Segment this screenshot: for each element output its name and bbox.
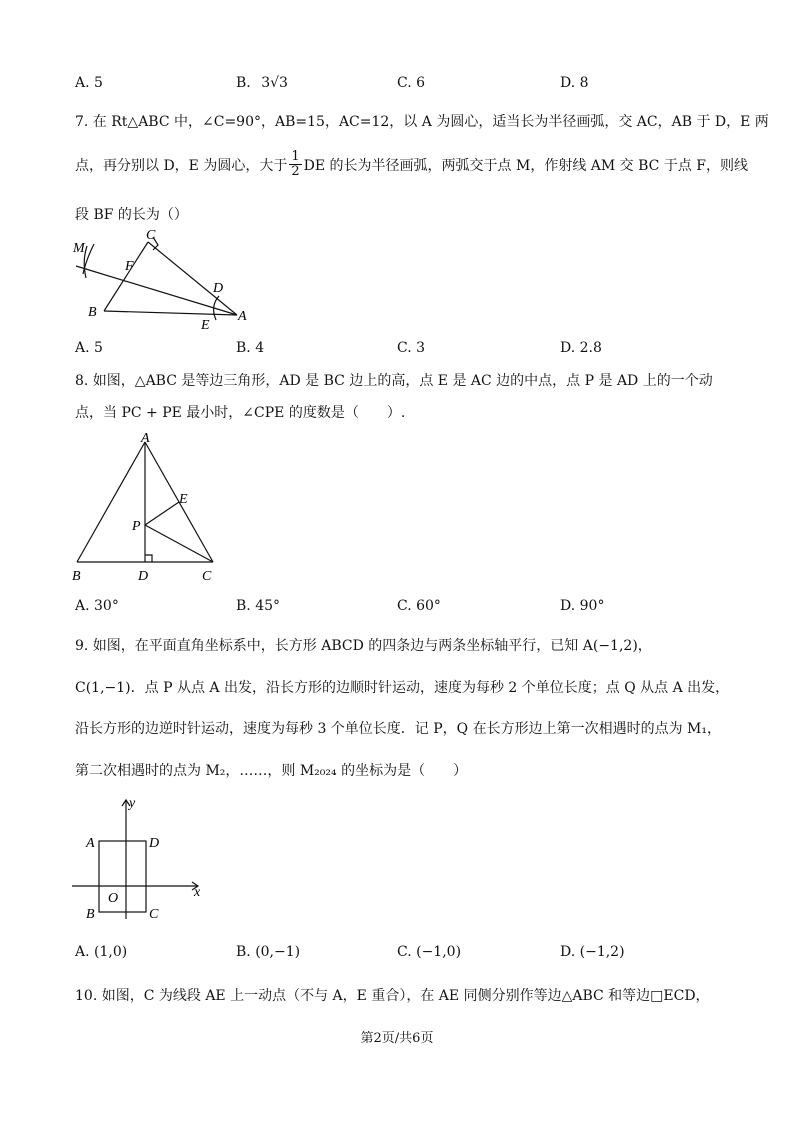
q7-segment-ba xyxy=(104,311,237,315)
q7-label-a: A xyxy=(238,309,247,324)
q7-figure xyxy=(70,226,260,336)
q8-segment-pe xyxy=(145,502,179,525)
q9-rectangle-abcd xyxy=(99,841,146,912)
q9-label-b: B xyxy=(86,907,95,922)
q9-option-d: D. (−1,2) xyxy=(560,944,625,960)
q8-label-e: E xyxy=(179,492,188,507)
q8-option-b: B. 45° xyxy=(236,598,281,614)
q7-option-a: A. 5 xyxy=(75,340,103,356)
q8-option-d: D. 90° xyxy=(560,598,605,614)
q6-option-b xyxy=(236,75,288,91)
q7-label-m: M xyxy=(73,241,85,256)
q8-right-angle-mark xyxy=(145,555,152,562)
q7-segment-ca xyxy=(148,242,237,315)
q8-label-b: B xyxy=(72,569,81,584)
page-footer: 第2页/共6页 xyxy=(360,1031,434,1046)
q9-label-d: D xyxy=(149,836,160,851)
q8-label-d: D xyxy=(138,569,149,584)
q8-label-a: A xyxy=(141,431,150,446)
q7-option-d: D. 2.8 xyxy=(560,340,602,356)
q9-label-a: A xyxy=(86,836,95,851)
q7-option-b: B. 4 xyxy=(236,340,265,356)
q10-line-1: 10. 如图，C 为线段 AE 上一动点（不与 A，E 重合），在 AE 同侧分别作等边△ABC 和等边□ECD， xyxy=(75,988,710,1004)
q8-option-c: C. 60° xyxy=(397,598,441,614)
q9-line-3: 沿长方形的边逆时针运动，速度为每秒 3 个单位长度．记 P，Q 在长方形边上第一次相遇时的点为 M₁， xyxy=(75,721,722,737)
q8-figure xyxy=(65,430,235,585)
q7-line-2b: DE 的长为半径画弧，两弧交于点 M，作射线 AM 交 BC 于点 F，则线 xyxy=(303,157,748,174)
q9-line-1: 9. 如图，在平面直角坐标系中，长方形 ABCD 的四条边与两条坐标轴平行，已知 A(−1,2)， xyxy=(75,638,652,654)
q9-figure xyxy=(68,795,213,925)
q9-label-c: C xyxy=(149,907,159,922)
q6-option-c: C. 6 xyxy=(397,75,426,91)
q7-line-2 xyxy=(75,150,748,179)
q7-label-e: E xyxy=(201,318,210,333)
q9-label-y: y xyxy=(129,796,136,811)
q8-label-c: C xyxy=(202,569,212,584)
q8-line-2: 点，当 PC + PE 最小时，∠CPE 的度数是（ ）. xyxy=(75,405,406,421)
q6-option-d: D. 8 xyxy=(560,75,589,91)
q7-label-b: B xyxy=(88,305,97,320)
q6-option-b-letter: B. xyxy=(236,75,251,91)
q7-option-c: C. 3 xyxy=(397,340,426,356)
q9-line-4: 第二次相遇时的点为 M₂，……，则 M₂₀₂₄ 的坐标为是（ ） xyxy=(75,763,468,779)
q6-option-b-value: 3√3 xyxy=(261,75,288,91)
q7-label-f: F xyxy=(125,259,134,274)
q7-line-2a: 点，再分别以 D，E 为圆心，大于 xyxy=(75,157,288,174)
q8-segment-ab xyxy=(77,442,145,562)
q9-option-c: C. (−1,0) xyxy=(397,944,462,960)
q9-option-a: A. (1,0) xyxy=(75,944,128,960)
q8-line-1: 8. 如图，△ABC 是等边三角形，AD 是 BC 边上的高，点 E 是 AC 边的中点，点 P 是 AD 上的一个动 xyxy=(75,373,713,389)
q9-option-b: B. (0,−1) xyxy=(236,944,301,960)
q7-label-d: D xyxy=(213,281,224,296)
q7-line-1: 7. 在 Rt△ABC 中，∠C=90°，AB=15，AC=12，以 A 为圆心，适当长为半径画弧，交 AC，AB 于 D，E 两 xyxy=(75,114,769,130)
q9-line-2: C(1,−1)．点 P 从点 A 出发，沿长方形的边顺时针运动，速度为每秒 2 个单位长度；点 Q 从点 A 出发， xyxy=(75,680,730,696)
q7-fraction-numerator: 1 xyxy=(291,149,300,164)
q9-label-o: O xyxy=(108,891,119,906)
q7-line-3: 段 BF 的长为（） xyxy=(75,207,188,223)
q7-fraction xyxy=(289,150,301,179)
q7-label-c: C xyxy=(146,228,156,243)
q8-label-p: P xyxy=(132,519,141,534)
q7-fraction-denominator: 2 xyxy=(291,164,300,179)
q8-option-a: A. 30° xyxy=(75,598,119,614)
q9-label-x: x xyxy=(194,885,201,900)
q6-option-a: A. 5 xyxy=(75,75,103,91)
